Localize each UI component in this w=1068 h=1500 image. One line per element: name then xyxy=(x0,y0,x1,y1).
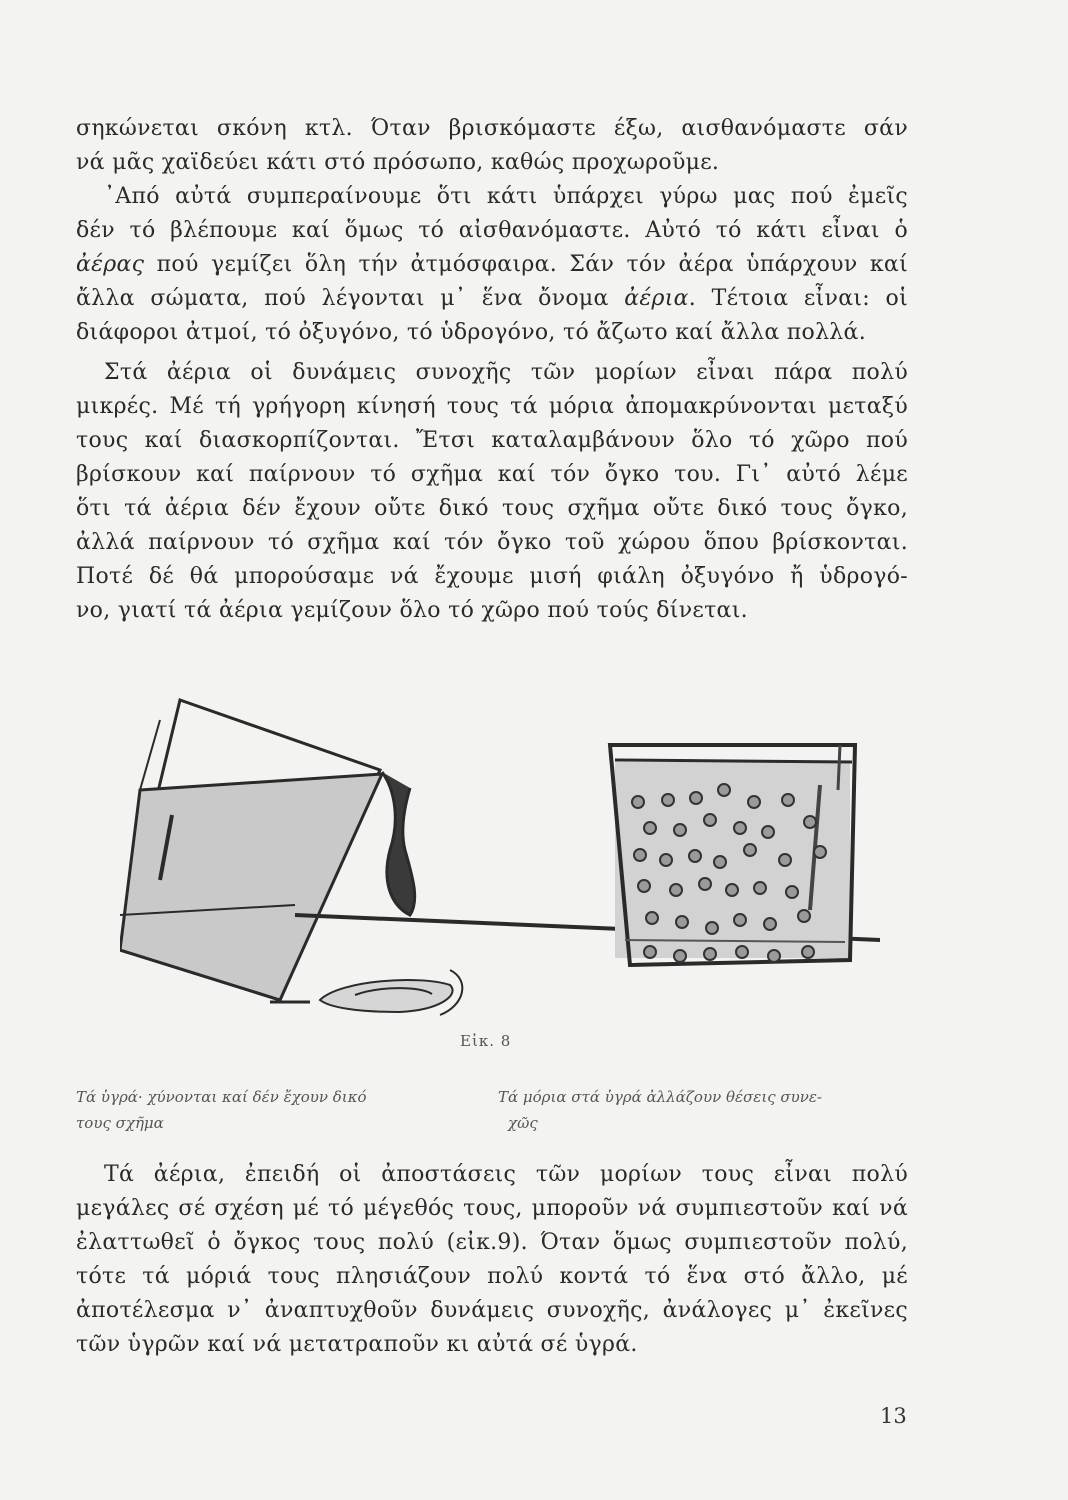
text-line: ὅτι τά ἀέρια δέν ἔχουν οὔτε δικό τους σχῆμα οὔτε δικό τους ὄγκο, xyxy=(76,496,908,521)
text-span: ἄλλα σώματα, πού λέγονται μ᾽ ἕνα ὄνομα xyxy=(76,286,625,311)
caption-left xyxy=(76,1084,367,1136)
paragraph-2 xyxy=(76,180,908,350)
text-line: τότε τά μόριά τους πλησιάζουν πολύ κοντά τό ἕνα στό ἄλλο, μέ xyxy=(76,1264,908,1289)
caption-line: τους σχῆμα xyxy=(76,1114,164,1132)
text-line: τους καί διασκορπίζονται. Ἔτσι καταλαμβάνουν ὅλο τό χῶρο πού xyxy=(76,428,908,453)
spilled-glass-drawing xyxy=(120,700,462,1015)
text-line: ἀλλά παίρνουν τό σχῆμα καί τόν ὄγκο τοῦ χώρου ὅπου βρίσκονται. xyxy=(76,530,908,555)
text-line: δέν τό βλέπουμε καί ὅμως τό αἰσθανόμαστε. Αὐτό τό κάτι εἶναι ὁ xyxy=(76,218,908,243)
text-line: Τά ἀέρια, ἐπειδή οἱ ἀποστάσεις τῶν μορίων τους εἶναι πολύ xyxy=(104,1162,908,1187)
text-span: . Τέτοια εἶναι: οἱ xyxy=(688,286,908,311)
text-line: μεγάλες σέ σχέση μέ τό μέγεθός τους, μποροῦν νά συμπιεστοῦν καί νά xyxy=(76,1196,908,1221)
text-line xyxy=(76,248,908,282)
paragraph-1 xyxy=(76,112,908,180)
paragraph-4 xyxy=(76,1158,908,1362)
text-line: σηκώνεται σκόνη κτλ. Όταν βρισκόμαστε έξω, αισθανόμαστε σάν xyxy=(76,116,908,141)
text-line: μικρές. Μέ τή γρήγορη κίνησή τους τά μόρια ἀπομακρύνονται μεταξύ xyxy=(76,394,908,419)
caption-right xyxy=(498,1084,822,1136)
figure-8-illustration xyxy=(120,690,900,1030)
glass-liquid xyxy=(120,774,382,1000)
caption-line: χῶς xyxy=(508,1114,538,1132)
text-line: Στά ἀέρια οἱ δυνάμεις συνοχῆς τῶν μορίων εἶναι πάρα πολύ xyxy=(104,360,908,385)
text-line xyxy=(76,282,908,316)
text-line: τῶν ὑγρῶν καί νά μετατραποῦν κι αὐτά σέ ὑγρά. xyxy=(76,1332,638,1357)
page-number: 13 xyxy=(880,1404,907,1428)
text-line: διάφοροι ἀτμοί, τό ὀξυγόνο, τό ὑδρογόνο, τό ἄζωτο καί ἄλλα πολλά. xyxy=(76,320,867,345)
paragraph-3 xyxy=(76,356,908,628)
term-aeras: ἀέρας xyxy=(76,252,145,277)
figure-label: Εἰκ. 8 xyxy=(460,1032,512,1050)
text-line: ἐλαττωθεῖ ὁ ὄγκος τους πολύ (εἰκ.9). Όταν ὅμως συμπιεστοῦν πολύ, xyxy=(76,1230,908,1255)
caption-line: Τά μόρια στά ὑγρά ἀλλάζουν θέσεις συνε- xyxy=(498,1088,822,1106)
term-aeria: ἀέρια xyxy=(624,286,689,311)
text-line: ᾽Από αὐτά συμπεραίνουμε ὅτι κάτι ὑπάρχει γύρω μας πού ἐμεῖς xyxy=(104,184,908,209)
text-line: βρίσκουν καί παίρνουν τό σχῆμα καί τόν ὄγκο του. Γι᾽ αὐτό λέμε xyxy=(76,462,908,487)
text-line: νά μᾶς χαϊδεύει κάτι στό πρόσωπο, καθώς προχωροῦμε. xyxy=(76,150,720,175)
text-span: πού γεμίζει ὅλη τήν ἀτμόσφαιρα. Σάν τόν ἀέρα ὑπάρχουν καί xyxy=(144,252,908,277)
text-line: νο, γιατί τά ἀέρια γεμίζουν ὅλο τό χῶρο πού τούς δίνεται. xyxy=(76,598,748,623)
text-line: ἀποτέλεσμα ν᾽ ἀναπτυχθοῦν δυνάμεις συνοχῆς, ἀνάλογες μ᾽ ἐκεῖνες xyxy=(76,1298,908,1323)
caption-line: Τά ὑγρά· χύνονται καί δέν ἔχουν δικό xyxy=(76,1088,367,1106)
text-line: Ποτέ δέ θά μπορούσαμε νά ἔχουμε μισή φιάλη ὀξυγόνο ἤ ὑδρογό- xyxy=(76,564,908,589)
